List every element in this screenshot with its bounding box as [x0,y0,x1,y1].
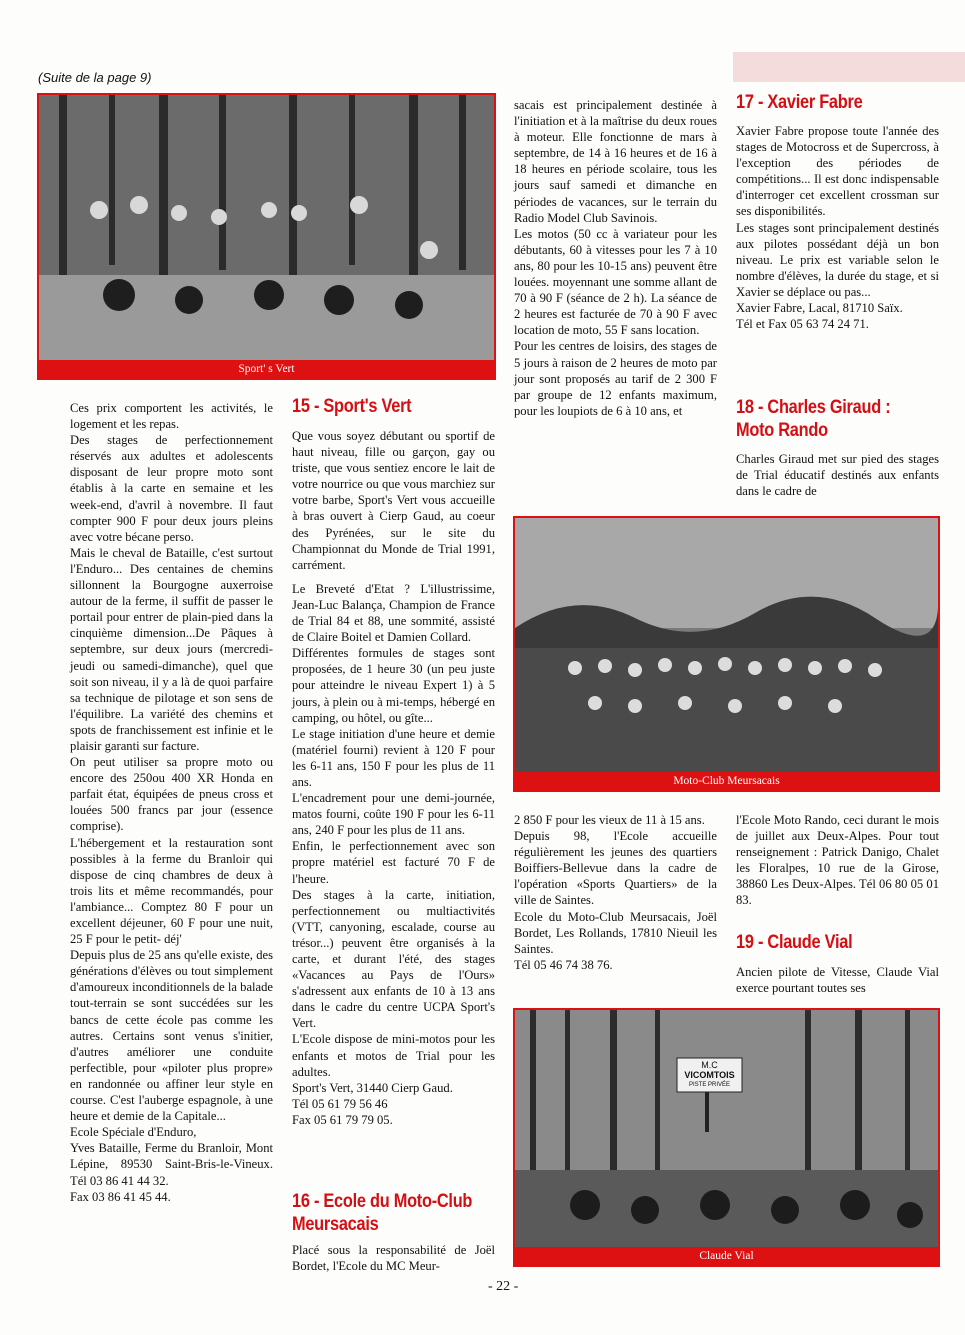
section-18-continued [736,812,939,909]
photo-claude-vial [513,1008,940,1267]
heading-section-19: 19 - Claude Vial [736,932,853,953]
paragraph: Charles Giraud met sur pied des stages de Trial éducatif destinés aux enfants dans le cadre de [736,452,939,499]
photo-sports-vert [37,93,496,380]
heading-line: Moto Rando [736,420,828,441]
paragraph: Les motos (50 cc à variateur pour les débutants, 60 à vitesses pour les 7 à 10 ans, 80 pour les 10-15 ans) peuvent être louées. moyennant une somme allant de 70 à 90 F (séance de 2 h). La séance de 2 heures est facturée de 70 à 90 F avec location de moto, 55 F sans location. [514,226,717,338]
continuation-note: (Suite de la page 9) [38,70,152,85]
paragraph: Ancien pilote de Vitesse, Claude Vial exerce pourtant toutes ses [736,965,939,996]
address-line: Ecole du Moto-Club Meursacais, Joël Bordet, Les Rollands, 17810 Nieuil les Saintes. [514,909,717,956]
photo-meursacais [513,516,940,792]
sign-text [677,1060,742,1090]
section-18-intro [736,451,939,499]
sign-line: M.C [701,1060,718,1070]
paragraph: Pour les centres de loisirs, des stages de 5 jours à raison de 2 heures de moto par jour sont proposés au tarif de 2 300 F par groupe de 12 enfants maximum, pour les loupiots de 6 à 10 ans, et [514,339,717,418]
paragraph: Depuis plus de 25 ans qu'elle existe, des générations d'élèves ou tout simplement d'amoureux inconditionnels de la balade tout-terrain se sont succédées sur les bancs de cette école pas comme les autres. Certains sont venus s'initier, d'autres améliorer une conduite perfectible, pour «piloter plus propre» en randonnée ou affiner leur style en course. C'est l'auberge espagnole, à une heure et demie de la Capitale... [70,948,274,1124]
column-3-top-text [514,97,717,419]
paragraph: sacais est principalement destinée à l'initiation et à la maîtrise du deux roues à moteur. Elle fonctionne de mars à septembre, de 14 à 16 heures et de 16 à 18 heures en période scolaire, tous les jours sauf samedi et dimanche en périodes de vacances, sur le terrain du Radio Model Club Savinois. [514,98,717,225]
paragraph: Depuis 98, l'Ecole accueille régulièrement les jeunes des quartiers Boiffiers-Bellevue dans la cadre de l'opération «Sports Quartiers» de la ville de Saintes. [514,829,717,908]
sign-line: VICOMTOIS [684,1070,735,1080]
paragraph: Mais le cheval de Bataille, c'est surtout l'Enduro... Des centaines de chemins sillonnent la Bourgogne auxerroise autour de la ferme, il suffit de passer le portail pour entrer de plain-pied dans la cinquième dimension...De Pâques à septembre, sur deux jours (mercredi-jeudi ou samedi-dimanche), quel que soit son niveau, il y a là de quoi parfaire sa technique de pilotage et son sens de l'équilibre. La variété des chemins et spots de franchissement est infinie et le plaisir garanti sur facture. [70,545,273,753]
column-2-text [292,428,495,1128]
address-line: Tél 05 46 74 38 76. [514,957,613,972]
paragraph: Que vous soyez débutant ou sportif de haut niveau, fille ou garçon, gay ou triste, que vous sentiez encore le lait de votre nourrice ou que vous marchiez sur votre barbe, Sport's Vert vous accueille à bras ouvert à Cierp Gaud, au coeur des Pyrénées, sur le site du Championnat du Monde de Trial 1991, carrément. [292,429,495,572]
paragraph: L'encadrement pour une demi-journée, matos fourni, coûte 190 F pour les 6-11 ans, 240 F pour les plus de 11 ans. [292,791,495,838]
page-number: - 22 - [488,1279,519,1294]
heading-line: 16 - Ecole du Moto-Club [292,1191,473,1212]
paragraph: l'Ecole Moto Rando, ceci durant le mois de juillet aux Deux-Alpes. Pour tout renseignement : Patrick Danigo, Chalet les Floralpes, 10 rue de la Girose, 38860 Les Deux-Alpes. Tél 06 80 05 01 83. [736,813,939,908]
column-3-bottom-text [514,812,717,973]
paragraph: Le stage initiation d'une heure et demie (matériel fourni) revient à 120 F pour les 6-11 ans, 150 F pour les plus de 11 ans. [292,726,495,789]
photo-caption: Moto-Club Meursacais [673,775,780,787]
address-line: Fax 05 61 79 79 05. [292,1112,393,1127]
address-line: Fax 03 86 41 45 44. [70,1189,171,1204]
decorative-red-band [733,52,965,82]
heading-section-15: 15 - Sport's Vert [292,396,412,417]
paragraph: On peut utiliser sa propre moto ou encore des 250ou 400 XR Honda en parfait état, équipées de pneus cross et louées 500 francs par jour (essence comprise). [70,755,273,834]
paragraph: 2 850 F pour les vieux de 11 à 15 ans. [514,813,705,827]
heading-section-18 [736,396,890,442]
paragraph: Xavier Fabre propose toute l'année des stages de Motocross et de Supercross, à l'exception des périodes de compétitions... Il est donc indispensable d'interroger cet excellent crossman sur ses disponibilités. [736,124,939,219]
paragraph: Des stages à la carte, initiation, perfectionnement ou multiactivités (VTT, canyoning, escalade, course au trésor...) peuvent être organisés à la carte, et durant l'été, des stages «Vacances au Pays de l'Ours» s'adressent aux enfants de 10 à 13 ans dans le cadre du centre UCPA Sport's Vert. [292,887,495,1031]
paragraph: L'Ecole dispose de mini-motos pour les enfants et motos de Trial pour les adultes. [292,1032,495,1079]
address-line: Tél et Fax 05 63 74 24 71. [736,317,869,332]
photo-caption: Sport' s Vert [238,363,295,375]
section-17-text [736,123,939,332]
heading-section-17: 17 - Xavier Fabre [736,92,863,113]
paragraph: Les stages sont principalement destinés aux pilotes possédant déjà un bon niveau. Le prix est variable selon le nombre d'élèves, la durée du stage, et si Xavier se déplace ou pas... [736,220,939,299]
paragraph: Ces prix comportent les activités, le logement et les repas. [70,401,273,432]
paragraph: L'hébergement et la restauration sont possibles à la ferme du Branloir qui dispose de cinq chambres de deux à trois lits et même recommandés, pour l'ambiance... Comptez 80 F pour un excellent déjeuner, 60 F pour une nuit, 25 F pour le petit- déj' [70,835,273,947]
heading-line: Meursacais [292,1214,379,1235]
paragraph: Enfin, le perfectionnement avec son propre matériel est facturé 70 F de l'heure. [292,839,495,886]
section-19-intro [736,964,939,996]
address-line: Yves Bataille, Ferme du Branloir, Mont Lépine, 89530 Saint-Bris-le-Vineux. Tél 03 86 41 44 32. [70,1141,273,1188]
sign-line: PISTE PRIVÉE [688,1082,730,1088]
photo-image [39,95,494,360]
address-line: Ecole Spéciale d'Enduro, [70,1125,197,1140]
paragraph: Différentes formules de stages sont proposées, de 1 heure 30 (un peu juste pour atteindre le niveau Expert 1) à 5 jours, à plein ou à mi-temps, hébergé en camping, ou hôtel, ou gîte... [292,646,495,725]
paragraph: Des stages de perfectionnement réservés aux adultes et adolescents disposant de leur propre moto sont établis à la carte en semaine et les week-end, d'avril à novembre. Il faut compter 900 F pour deux jours pleins avec votre bécane perso. [70,433,273,544]
photo-image [515,1010,938,1247]
address-line: Tél 05 61 79 56 46 [292,1096,388,1111]
address-line: Xavier Fabre, Lacal, 81710 Saïx. [736,301,903,316]
address-line: Sport's Vert, 31440 Cierp Gaud. [292,1080,453,1095]
heading-section-16 [292,1190,472,1236]
section-16-intro [292,1242,495,1274]
paragraph: Le Breveté d'Etat ? L'illustrissime, Jean-Luc Balança, Champion de France de Trial 84 et 88, une sommité, assisté de Claire Boitel et Damien Collard. [292,581,495,645]
column-1-text [70,400,273,1205]
photo-caption: Claude Vial [699,1250,754,1262]
heading-line: 18 - Charles Giraud : [736,397,891,418]
paragraph: Placé sous la responsabilité de Joël Bordet, l'Ecole du MC Meur- [292,1243,495,1274]
photo-image [515,518,938,772]
